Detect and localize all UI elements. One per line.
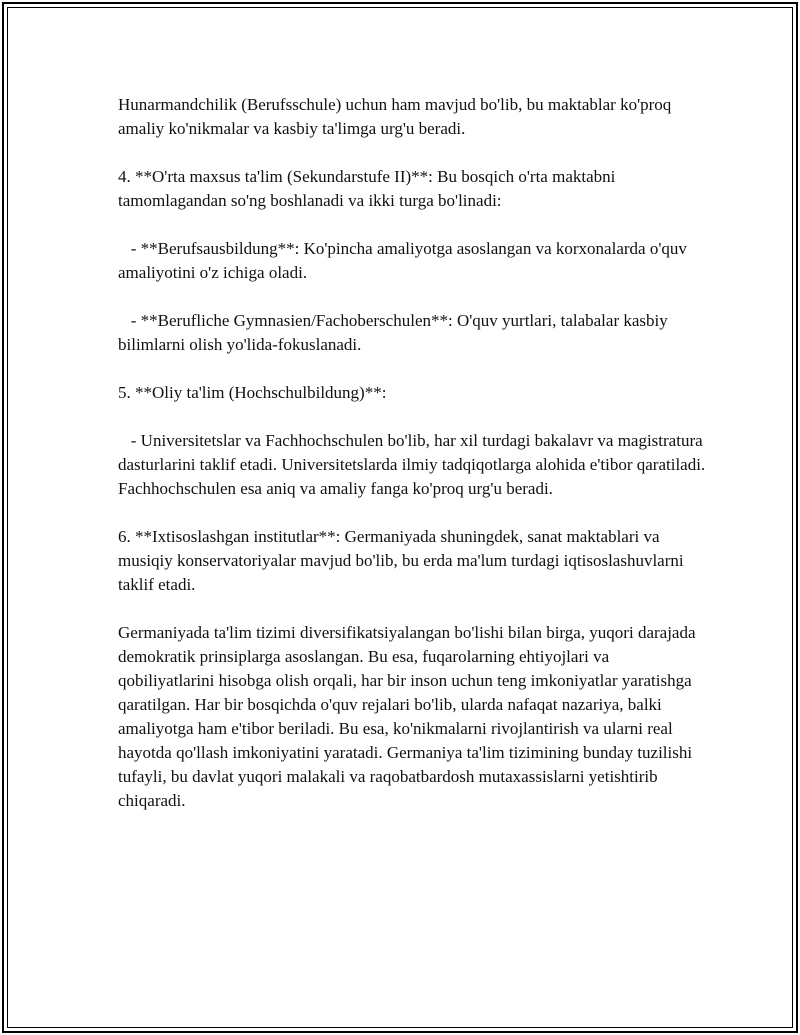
- paragraph-specialized-institutes: 6. **Ixtisoslashgan institutlar**: Germaniyada shuningdek, sanat maktablari va musiqiy konservatoriyalar mavjud bo'lib, bu erda ma'lum turdagi iqtisoslashuvlarni taklif etadi.: [118, 527, 688, 594]
- document-body: [118, 93, 708, 837]
- list-item-berufsausbildung: - **Berufsausbildung**: Ko'pincha amaliyotga asoslangan va korxonalarda o'quv amaliyotini o'z ichiga oladi.: [118, 239, 692, 282]
- list-item-universities: - Universitetslar va Fachhochschulen bo'lib, har xil turdagi bakalavr va magistratura dasturlarini taklif etadi. Universitetslarda ilmiy tadqiqotlarga alohida e'tibor qaratiladi. Fachhochschulen esa aniq va amaliy fanga ko'proq urg'u beradi.: [118, 431, 710, 498]
- paragraph-conclusion: Germaniyada ta'lim tizimi diversifikatsiyalangan bo'lishi bilan birga, yuqori darajada demokratik prinsiplarga asoslangan. Bu esa, fuqarolarning ehtiyojlari va qobiliyatlarini hisobga olish orqali, har bir inson uchun teng imkoniyatlar yaratishga qaratilgan. Har bir bosqichda o'quv rejalari bo'lib, ularda nafaqat nazariya, balki amaliyotga ham e'tibor beriladi. Bu esa, ko'nikmalarni rivojlantirish va ularni real hayotda qo'llash imkoniyatini yaratadi. Germaniya ta'lim tizimining bunday tuzilishi tufayli, bu davlat yuqori malakali va raqobatbardosh mutaxassislarni yetishtirib chiqaradi.: [118, 623, 700, 810]
- list-item-berufliche-gymnasien: - **Berufliche Gymnasien/Fachoberschulen**: O'quv yurtlari, talabalar kasbiy bilimlarni olish yo'lida-fokuslanadi.: [118, 311, 672, 354]
- paragraph-higher-education: 5. **Oliy ta'lim (Hochschulbildung)**:: [118, 383, 387, 402]
- paragraph-secondary-education: 4. **O'rta maxsus ta'lim (Sekundarstufe II)**: Bu bosqich o'rta maktabni tamomlagandan so'ng boshlanadi va ikki turga bo'linadi:: [118, 167, 620, 210]
- paragraph-vocational-schools: Hunarmandchilik (Berufsschule) uchun ham mavjud bo'lib, bu maktablar ko'proq amaliy ko'nikmalar va kasbiy ta'limga urg'u beradi.: [118, 95, 676, 138]
